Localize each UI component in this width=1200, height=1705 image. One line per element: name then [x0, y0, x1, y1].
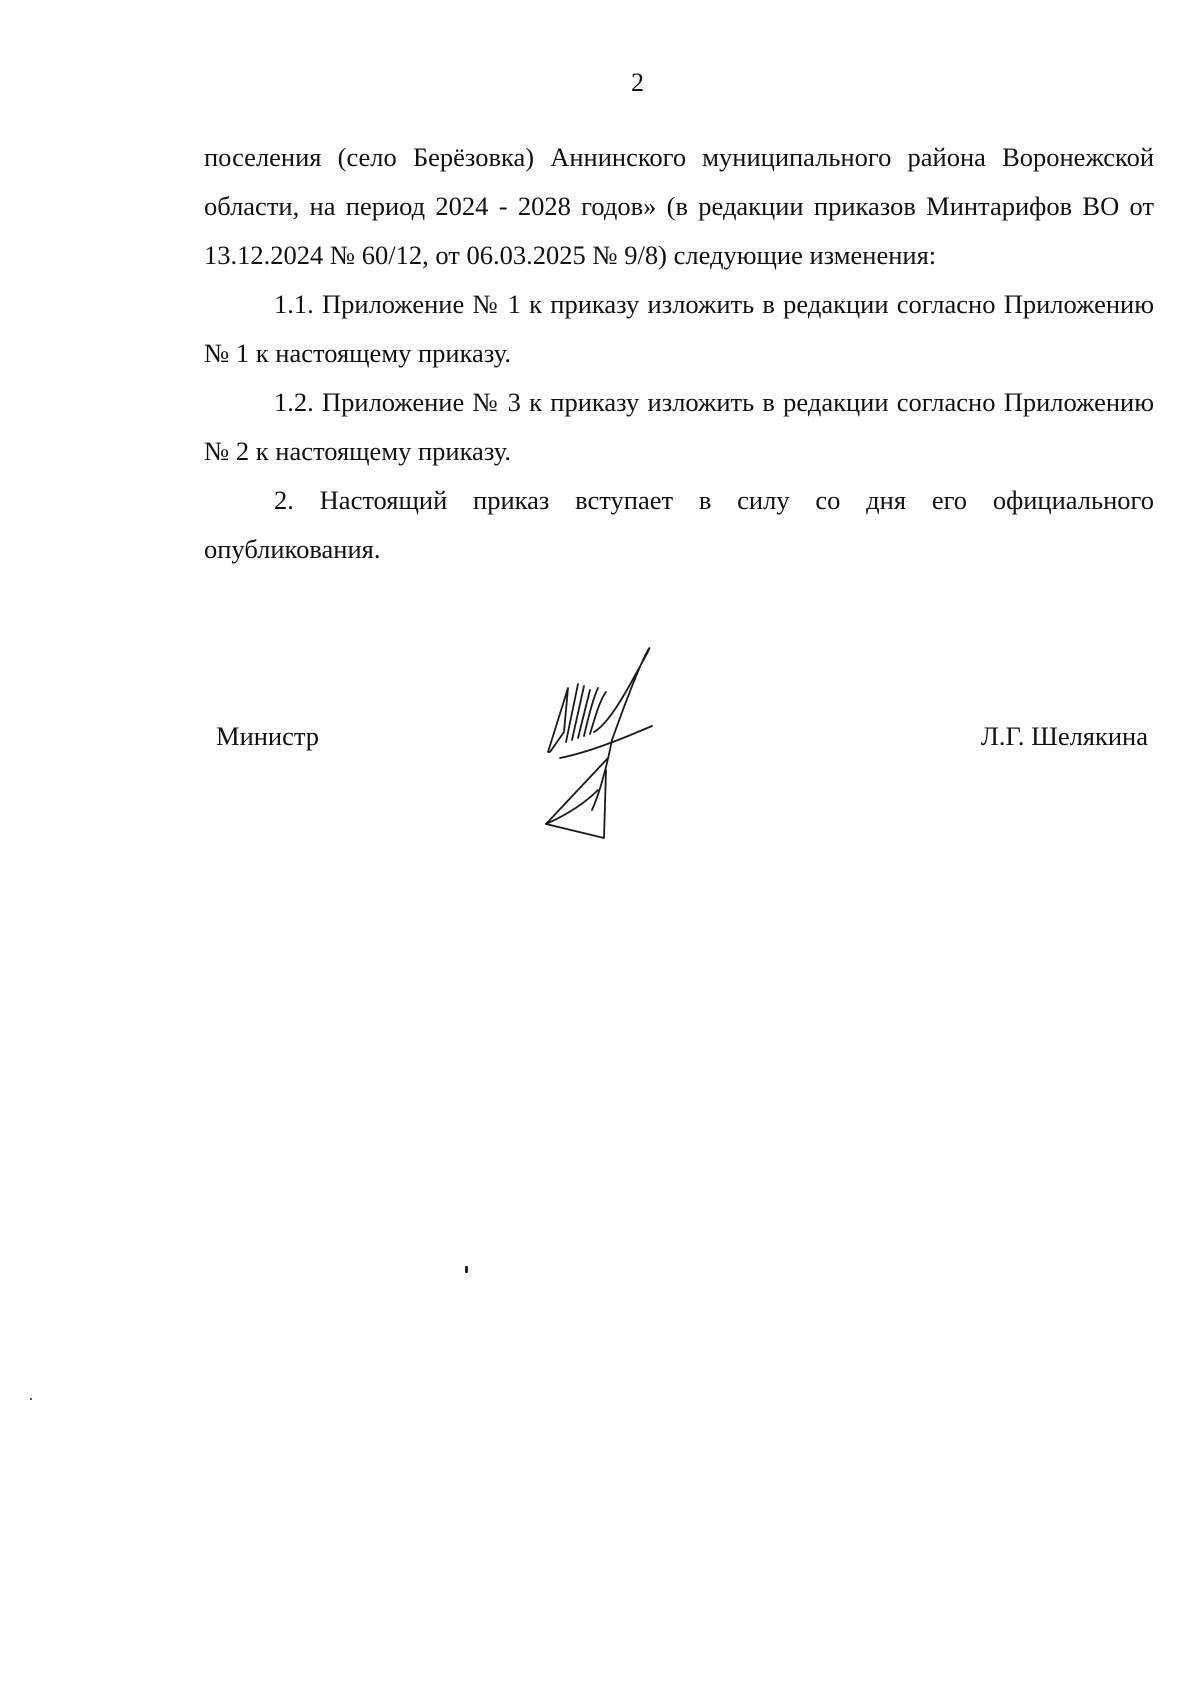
scan-artifact: [30, 1398, 32, 1400]
paragraph-intro-continuation: поселения (село Берёзовка) Аннинского муниципального района Воронежской области, на период 2024 - 2028 годов» (в редакции приказов Минтарифов ВО от 13.12.2024 № 60/12, от 06.03.2025 № 9/8) следующие изменения:: [204, 142, 1154, 270]
signatory-name: Л.Г. Шелякина: [980, 721, 1148, 751]
paragraph-item-1-2: 1.2. Приложение № 3 к приказу изложить в редакции согласно Приложению № 2 к настоящему приказу.: [204, 387, 1154, 466]
page-number: 2: [631, 68, 644, 97]
signatory-position: Министр: [216, 721, 320, 751]
paragraph-item-1-1: 1.1. Приложение № 1 к приказу изложить в редакции согласно Приложению № 1 к настоящему приказу.: [204, 289, 1154, 368]
paragraph-item-2: 2. Настоящий приказ вступает в силу со дня его официального опубликования.: [204, 485, 1154, 564]
scan-artifact: [465, 1266, 468, 1273]
handwritten-signature: [520, 640, 680, 850]
